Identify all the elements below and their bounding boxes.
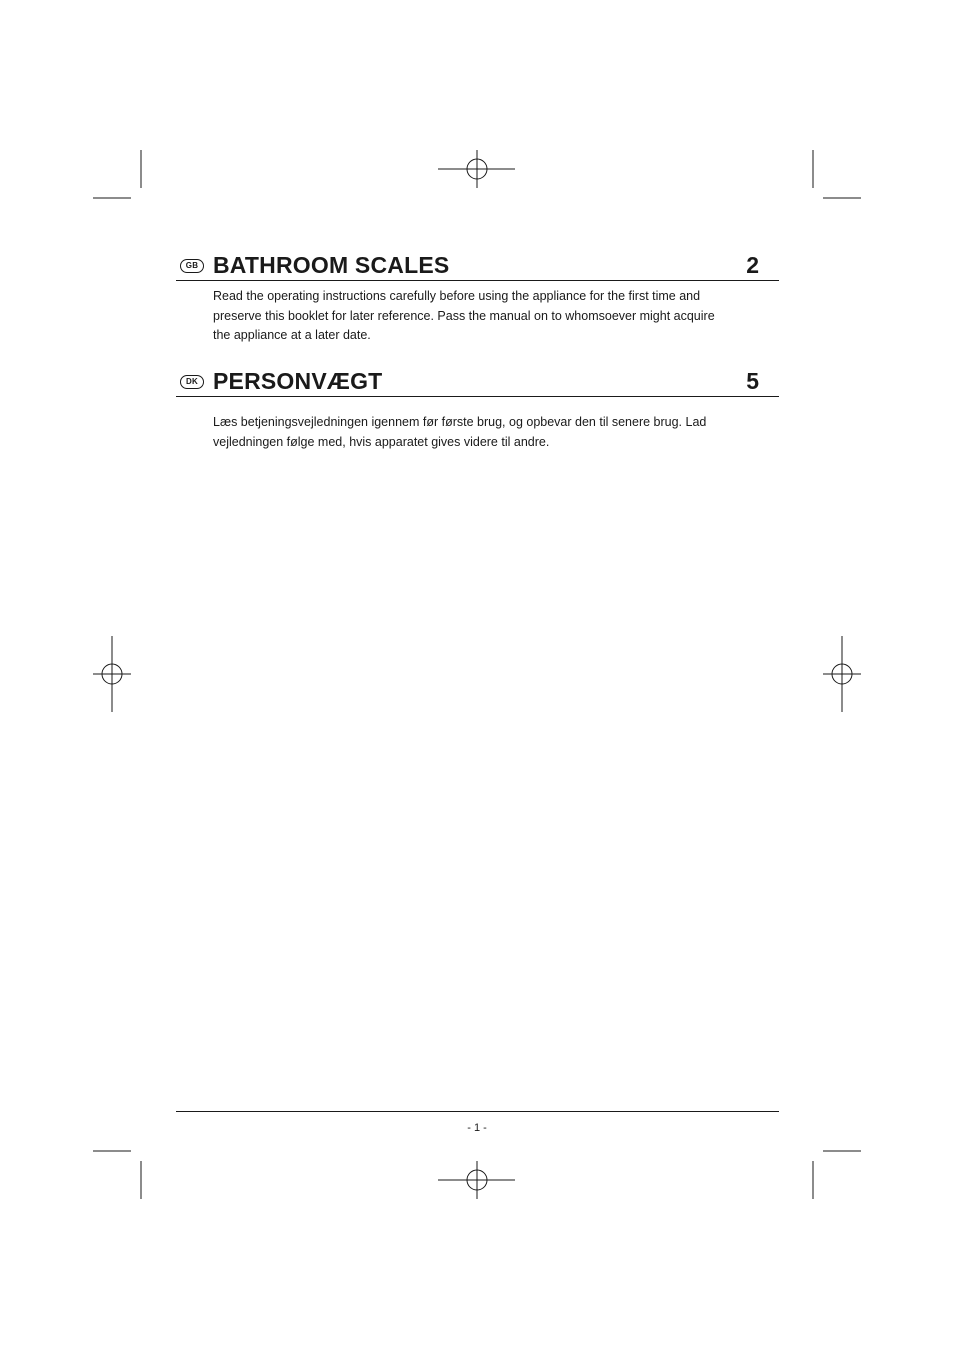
section-page-number: 2 [746,252,759,278]
section-title: PERSONVÆGT [213,368,383,394]
language-badge-dk: DK [180,375,204,389]
section-heading [176,366,779,397]
footer-rule [176,1111,779,1112]
section-heading [176,250,779,281]
section-dk [176,366,779,452]
section-gb [176,250,779,346]
footer-page-number: - 1 - [467,1122,487,1134]
language-badge-gb: GB [180,259,204,273]
section-intro-text: Læs betjeningsvejledningen igennem før første brug, og opbevar den til senere brug. Lad vejledningen følge med, hvis apparatet gives videre til andre. [213,415,707,449]
section-page-number: 5 [746,368,759,394]
section-intro-text: Read the operating instructions carefully before using the appliance for the first time and preserve this booklet for later reference. Pass the manual on to whomsoever might acquire the appliance at a later date. [213,289,715,342]
section-title: BATHROOM SCALES [213,252,450,278]
